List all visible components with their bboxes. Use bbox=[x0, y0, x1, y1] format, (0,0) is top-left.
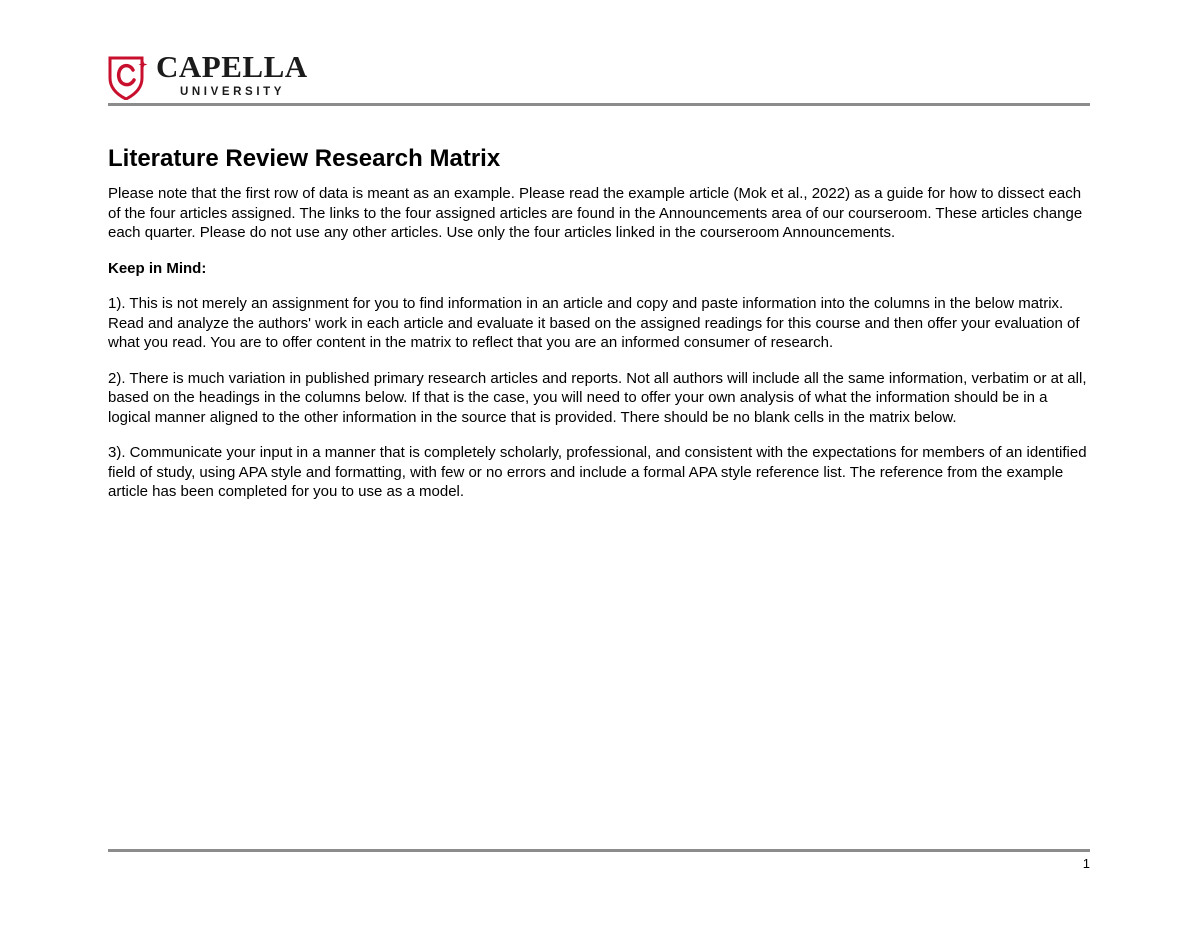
header-divider bbox=[108, 103, 1090, 106]
page-header bbox=[108, 49, 1090, 108]
guideline-paragraph-3: 3). Communicate your input in a manner that is completely scholarly, professional, and consistent with the expectations for members of an identified field of study, using APA style and formatting, with few or no errors and include a formal APA style reference list. The reference from the example article has been completed for you to use as a model. bbox=[108, 444, 1087, 500]
keep-in-mind-heading: Keep in Mind: bbox=[108, 259, 207, 277]
footer-divider bbox=[108, 849, 1090, 852]
intro-paragraph: Please note that the first row of data is meant as an example. Please read the example article (Mok et al., 2022) as a guide for how to dissect each of the four articles assigned. The links to the four assigned articles are found in the Announcements area of our courseroom. These articles change each quarter. Please do not use any other articles. Use only the four articles linked in the courseroom Announcements. bbox=[108, 185, 1083, 241]
logo-wordmark: CAPELLA bbox=[156, 49, 308, 84]
guideline-paragraph-2: 2). There is much variation in published primary research articles and reports. Not all authors will include all the same information, verbatim or at all, based on the headings in the columns below. If that is the case, you will need to offer your own analysis of what the information should be in a logical manner aligned to the other information in the source that is provided. There should be no blank cells in the matrix below. bbox=[108, 369, 1087, 426]
capella-logo bbox=[108, 49, 368, 102]
page-number: 1 bbox=[1082, 856, 1090, 871]
logo-subtitle: UNIVERSITY bbox=[180, 86, 286, 98]
guideline-paragraph-1: 1). This is not merely an assignment for you to find information in an article and copy and paste information into the columns in the below matrix. Read and analyze the authors' work in each article and evaluate it based on the assigned readings for this course and then offer your evaluation of what you read. You are to offer content in the matrix to reflect that you are an informed consumer of research. bbox=[108, 295, 1080, 351]
capella-shield-icon bbox=[108, 54, 148, 100]
page-title: Literature Review Research Matrix bbox=[108, 145, 501, 172]
document-body bbox=[108, 144, 1090, 518]
